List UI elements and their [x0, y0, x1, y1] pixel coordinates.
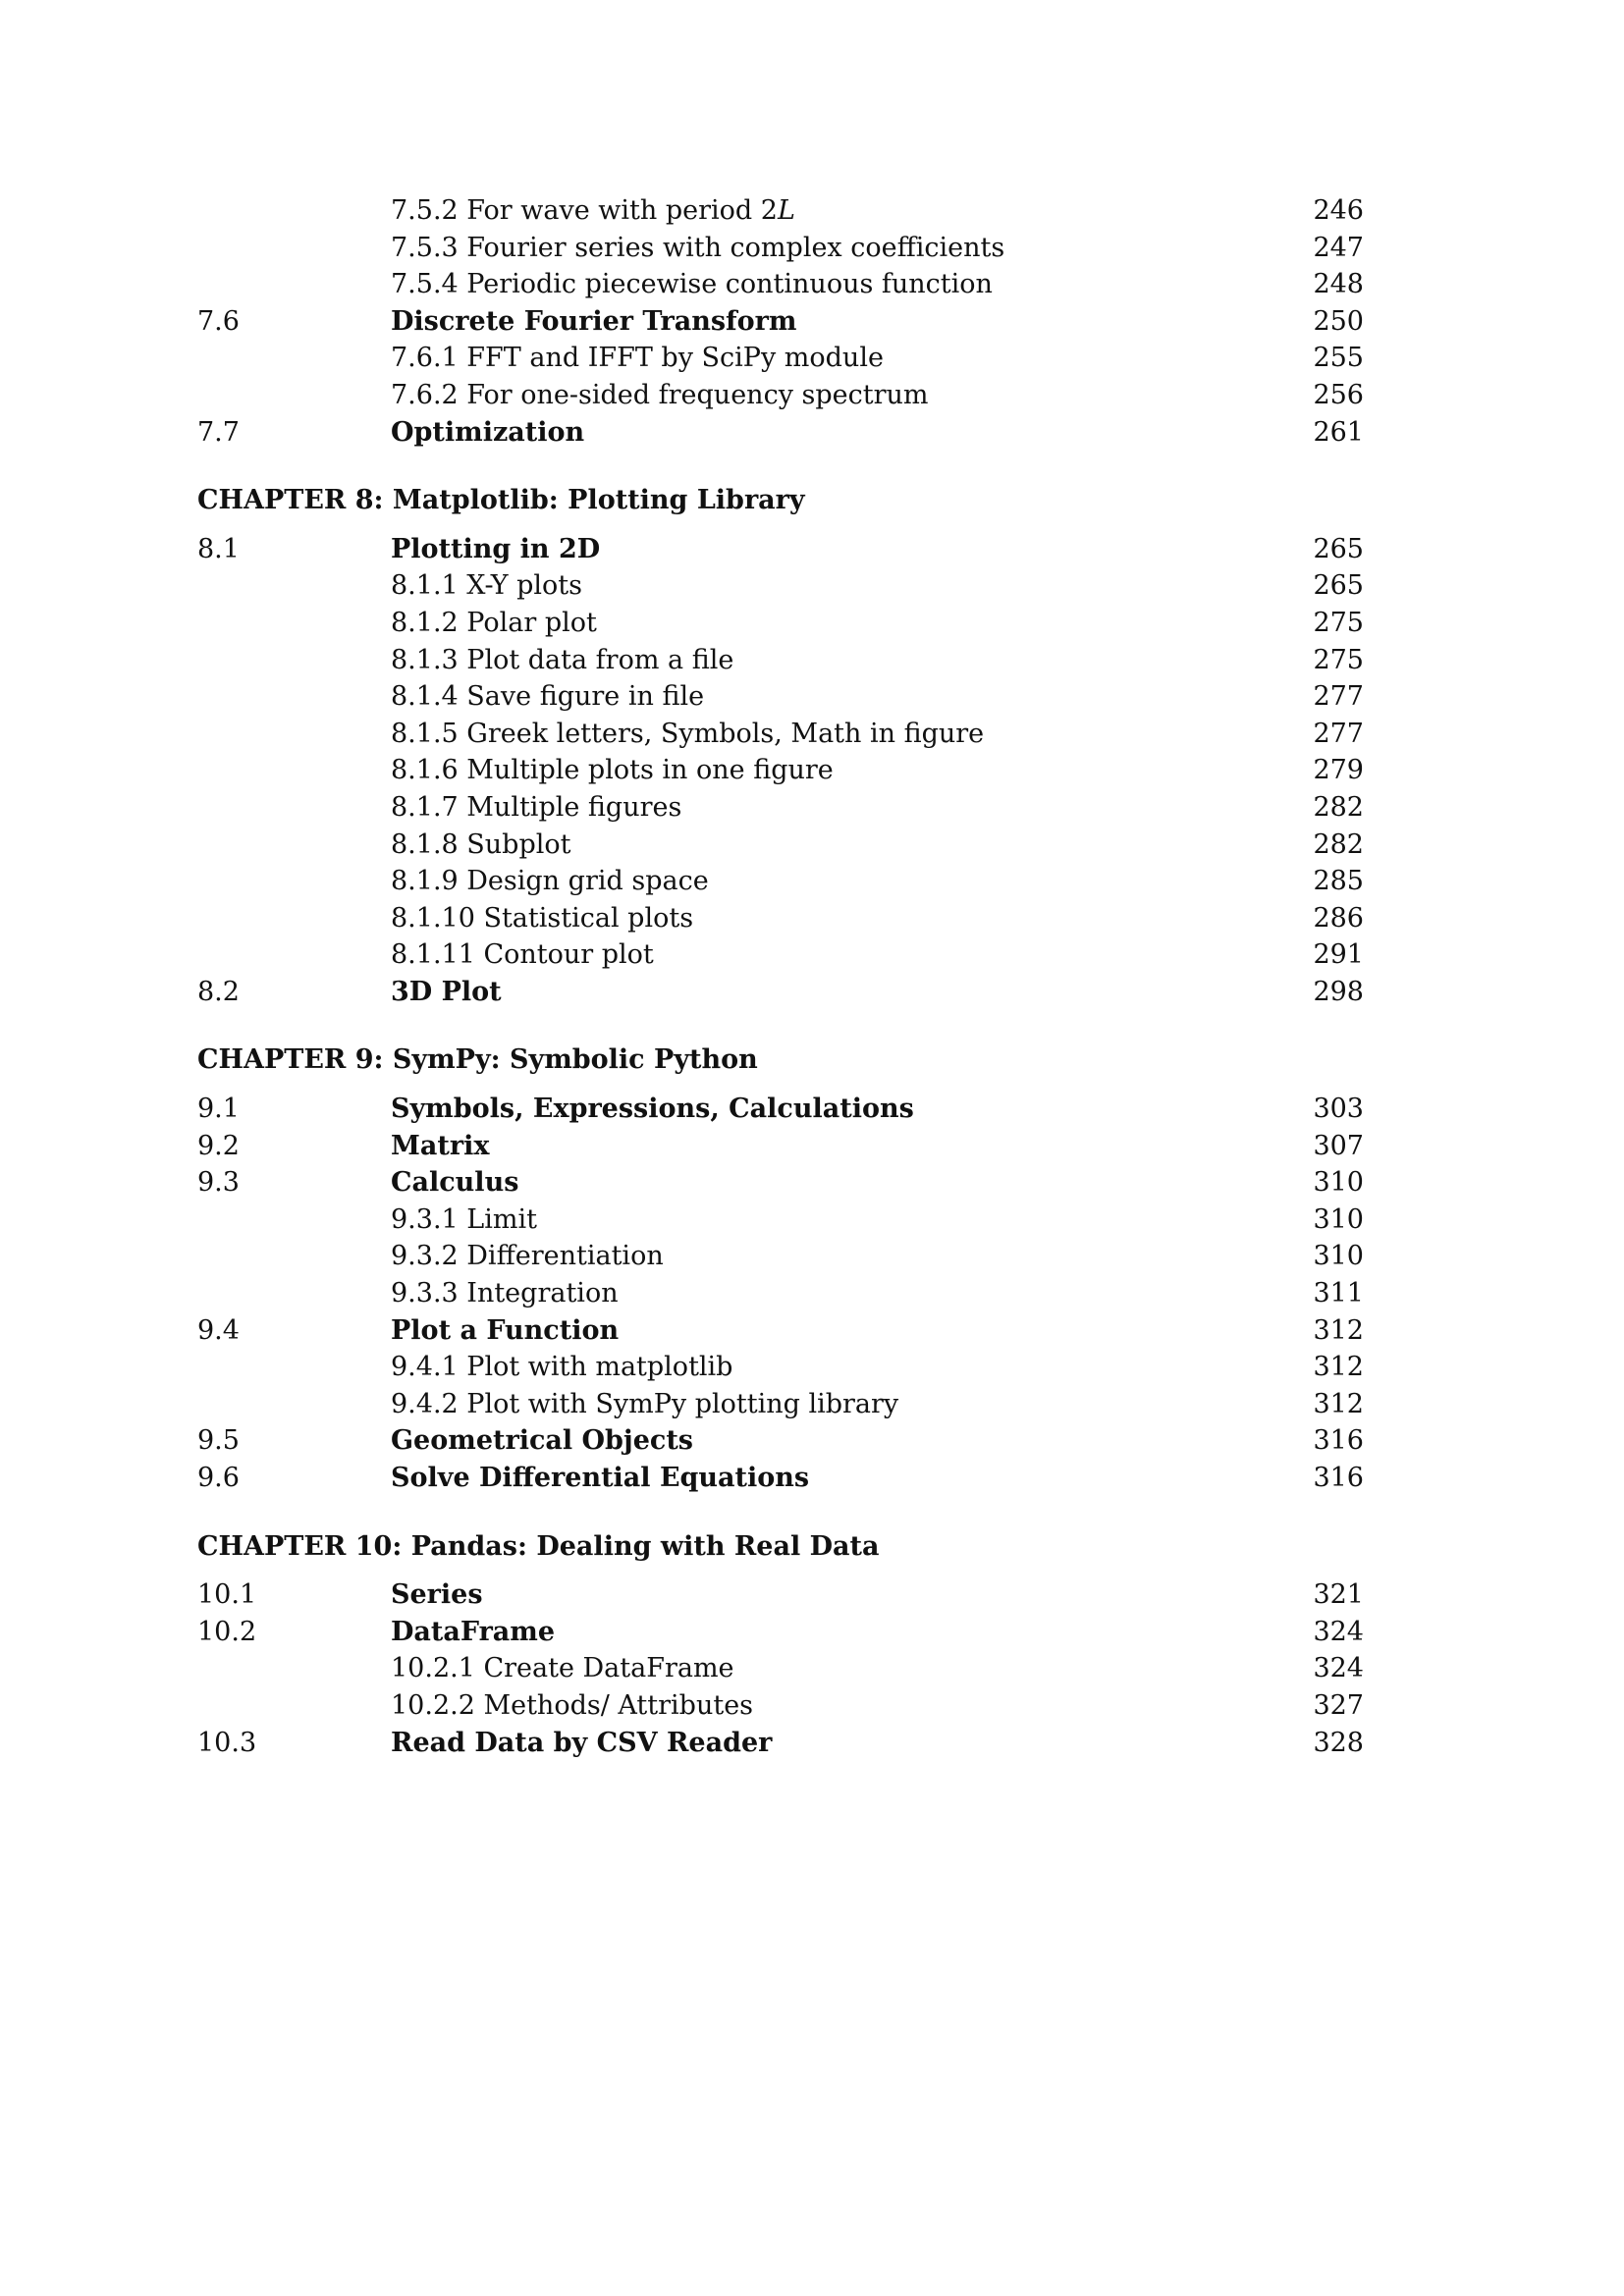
section-number: 10.1: [197, 1579, 257, 1611]
section-number: 9.2: [197, 1130, 240, 1161]
toc-subsection-entry: [197, 678, 1364, 716]
chapter-heading: CHAPTER 9: SymPy: Symbolic Python: [197, 1044, 758, 1076]
toc-section-entry: [197, 1614, 1364, 1651]
toc-subsection-entry: [197, 1650, 1364, 1687]
toc-section-entry: [197, 1312, 1364, 1350]
section-title-text: 8.1.7 Multiple figures: [391, 791, 682, 823]
section-title: [391, 1091, 1285, 1128]
section-title-text: 9.3.3 Integration: [391, 1278, 619, 1309]
toc-subsection-entry: [197, 642, 1364, 679]
page-number: 312: [1313, 1352, 1364, 1383]
page-number: 324: [1313, 1653, 1364, 1684]
section-title-text: 8.1.6 Multiple plots in one figure: [391, 755, 834, 786]
section-title: [391, 1687, 1285, 1725]
toc-subsection-entry: [197, 567, 1364, 605]
section-title-text: Symbols, Expressions, Calculations: [391, 1094, 914, 1125]
section-title: [391, 1614, 1285, 1651]
section-number: 9.6: [197, 1463, 240, 1493]
section-title-text: 8.1.10 Statistical plots: [391, 902, 694, 934]
page-number: 316: [1313, 1425, 1364, 1457]
section-title: [391, 1460, 1285, 1497]
toc-section-entry: [197, 1460, 1364, 1497]
section-number: 9.4: [197, 1314, 240, 1346]
chapter-entries: [197, 1091, 1364, 1497]
section-number: 9.1: [197, 1094, 240, 1125]
section-title: [391, 752, 1285, 789]
page-number: 310: [1313, 1167, 1364, 1199]
section-title-text: 8.1.11 Contour plot: [391, 939, 654, 971]
page-number: 310: [1313, 1241, 1364, 1272]
section-title-text: Calculus: [391, 1167, 519, 1199]
toc-section-entry: [197, 303, 1364, 341]
section-title: [391, 414, 1285, 452]
page-number: 303: [1313, 1094, 1364, 1125]
section-title-text: Discrete Fourier Transform: [391, 305, 797, 337]
page-number: 312: [1313, 1388, 1364, 1419]
page-number: 324: [1313, 1616, 1364, 1647]
toc-subsection-entry: [197, 1386, 1364, 1423]
section-title: [391, 605, 1285, 642]
page-number: 277: [1313, 718, 1364, 749]
page-number: 248: [1313, 269, 1364, 300]
section-title: [391, 936, 1285, 974]
section-title: [391, 1164, 1285, 1201]
section-number: 9.3: [197, 1167, 240, 1199]
section-title-text: 8.1.8 Subplot: [391, 828, 571, 860]
toc-subsection-entry: [197, 752, 1364, 789]
toc-section-entry: [197, 1576, 1364, 1614]
section-title: [391, 1650, 1285, 1687]
section-title-text: 9.3.1 Limit: [391, 1203, 537, 1235]
section-title-text: 7.5.4 Periodic piecewise continuous function: [391, 269, 993, 300]
section-number: 8.1: [197, 533, 240, 564]
toc-subsection-entry: [197, 230, 1364, 267]
toc-leading-entries: [197, 192, 1364, 451]
section-title-text: Optimization: [391, 416, 585, 448]
section-title: [391, 678, 1285, 716]
toc-subsection-entry: [197, 827, 1364, 864]
section-title-text: Plotting in 2D: [391, 533, 601, 564]
section-title-text: 10.2.2 Methods/ Attributes: [391, 1689, 754, 1721]
toc-section-entry: [197, 974, 1364, 1011]
toc-subsection-entry: [197, 1687, 1364, 1725]
toc-section-entry: [197, 1164, 1364, 1201]
section-title: [391, 1238, 1285, 1275]
section-title: [391, 567, 1285, 605]
section-title-text: 8.1.5 Greek letters, Symbols, Math in figure: [391, 718, 985, 749]
page-number: 261: [1313, 416, 1364, 448]
section-title-text: 7.5.3 Fourier series with complex coefficients: [391, 232, 1005, 263]
toc-subsection-entry: [197, 192, 1364, 230]
section-number: 10.2: [197, 1616, 257, 1647]
page-number: 286: [1313, 902, 1364, 934]
page-number: 285: [1313, 866, 1364, 897]
page-number: 291: [1313, 939, 1364, 971]
section-title-text: Read Data by CSV Reader: [391, 1727, 773, 1758]
section-title: [391, 531, 1285, 568]
chapter-heading: CHAPTER 8: Matplotlib: Plotting Library: [197, 485, 805, 516]
section-title-text: 7.5.2 For wave with period 2: [391, 195, 778, 226]
section-title: [391, 266, 1285, 303]
page-number: 311: [1313, 1278, 1364, 1309]
section-title-text: 8.1.9 Design grid space: [391, 866, 709, 897]
page-number: 321: [1313, 1579, 1364, 1611]
toc-subsection-entry: [197, 605, 1364, 642]
section-title: [391, 716, 1285, 753]
toc-section-entry: [197, 531, 1364, 568]
section-title: [391, 1275, 1285, 1312]
section-title: [391, 303, 1285, 341]
page-number: 307: [1313, 1130, 1364, 1161]
page-number: 282: [1313, 828, 1364, 860]
section-title: [391, 827, 1285, 864]
page-number: 247: [1313, 232, 1364, 263]
section-title-text: 8.1.2 Polar plot: [391, 607, 597, 638]
page-number: 275: [1313, 607, 1364, 638]
page-number: 328: [1313, 1727, 1364, 1758]
toc-subsection-entry: [197, 936, 1364, 974]
page-number: 256: [1313, 379, 1364, 410]
section-number: 7.7: [197, 416, 240, 448]
section-number: 7.6: [197, 305, 240, 337]
chapter-block: [197, 1041, 1364, 1496]
toc-chapters: [197, 482, 1364, 1761]
page-number: 282: [1313, 791, 1364, 823]
toc-subsection-entry: [197, 266, 1364, 303]
toc-section-entry: [197, 1725, 1364, 1762]
page-number: 265: [1313, 533, 1364, 564]
section-number: 9.5: [197, 1425, 240, 1457]
section-number: 10.3: [197, 1727, 257, 1758]
toc-subsection-entry: [197, 716, 1364, 753]
toc-subsection-entry: [197, 1201, 1364, 1239]
page-number: 316: [1313, 1463, 1364, 1493]
section-title-text: 7.6.1 FFT and IFFT by SciPy module: [391, 343, 884, 374]
table-of-contents: [197, 192, 1364, 1761]
toc-subsection-entry: [197, 1275, 1364, 1312]
section-title-text: 9.4.1 Plot with matplotlib: [391, 1352, 733, 1383]
section-number: 8.2: [197, 976, 240, 1007]
chapter-entries: [197, 531, 1364, 1011]
chapter-block: [197, 482, 1364, 1010]
toc-subsection-entry: [197, 789, 1364, 827]
section-title-text: 8.1.4 Save figure in file: [391, 681, 705, 713]
section-title-text: Series: [391, 1579, 483, 1611]
section-title: [391, 900, 1285, 937]
section-title: [391, 1725, 1285, 1762]
page-number: 246: [1313, 195, 1364, 226]
section-title: [391, 1312, 1285, 1350]
section-title: [391, 974, 1285, 1011]
toc-subsection-entry: [197, 377, 1364, 414]
page-number: 277: [1313, 681, 1364, 713]
toc-subsection-entry: [197, 340, 1364, 377]
page-number: 279: [1313, 755, 1364, 786]
section-title: [391, 340, 1285, 377]
section-title-text: 9.4.2 Plot with SymPy plotting library: [391, 1388, 899, 1419]
section-title-text: DataFrame: [391, 1616, 556, 1647]
section-title-variable: L: [777, 195, 795, 226]
toc-section-entry: [197, 414, 1364, 452]
section-title-text: Geometrical Objects: [391, 1425, 693, 1457]
page-number: 265: [1313, 570, 1364, 602]
section-title: [391, 1386, 1285, 1423]
section-title-text: 8.1.3 Plot data from a file: [391, 644, 734, 675]
section-title: [391, 1349, 1285, 1386]
page-number: 250: [1313, 305, 1364, 337]
section-title-text: 10.2.1 Create DataFrame: [391, 1653, 734, 1684]
section-title-text: 8.1.1 X-Y plots: [391, 570, 582, 602]
section-title: [391, 377, 1285, 414]
section-title: [391, 789, 1285, 827]
page-number: 298: [1313, 976, 1364, 1007]
page-number: 255: [1313, 343, 1364, 374]
section-title: [391, 192, 1285, 230]
page-number: 275: [1313, 644, 1364, 675]
section-title-text: 9.3.2 Differentiation: [391, 1241, 664, 1272]
section-title: [391, 642, 1285, 679]
section-title: [391, 863, 1285, 900]
page-number: 312: [1313, 1314, 1364, 1346]
toc-subsection-entry: [197, 900, 1364, 937]
chapter-heading: CHAPTER 10: Pandas: Dealing with Real Data: [197, 1530, 880, 1562]
section-title: [391, 1128, 1285, 1165]
toc-subsection-entry: [197, 1349, 1364, 1386]
toc-section-entry: [197, 1091, 1364, 1128]
section-title: [391, 230, 1285, 267]
section-title-text: Matrix: [391, 1130, 490, 1161]
toc-subsection-entry: [197, 863, 1364, 900]
chapter-entries: [197, 1576, 1364, 1761]
section-title-text: 3D Plot: [391, 976, 502, 1007]
page-number: 310: [1313, 1203, 1364, 1235]
section-title-text: 7.6.2 For one-sided frequency spectrum: [391, 379, 929, 410]
chapter-block: [197, 1528, 1364, 1762]
section-title-text: Solve Differential Equations: [391, 1463, 810, 1493]
section-title: [391, 1576, 1285, 1614]
section-title: [391, 1201, 1285, 1239]
page-number: 327: [1313, 1689, 1364, 1721]
section-title: [391, 1422, 1285, 1460]
toc-section-entry: [197, 1422, 1364, 1460]
toc-subsection-entry: [197, 1238, 1364, 1275]
section-title-text: Plot a Function: [391, 1314, 620, 1346]
toc-section-entry: [197, 1128, 1364, 1165]
